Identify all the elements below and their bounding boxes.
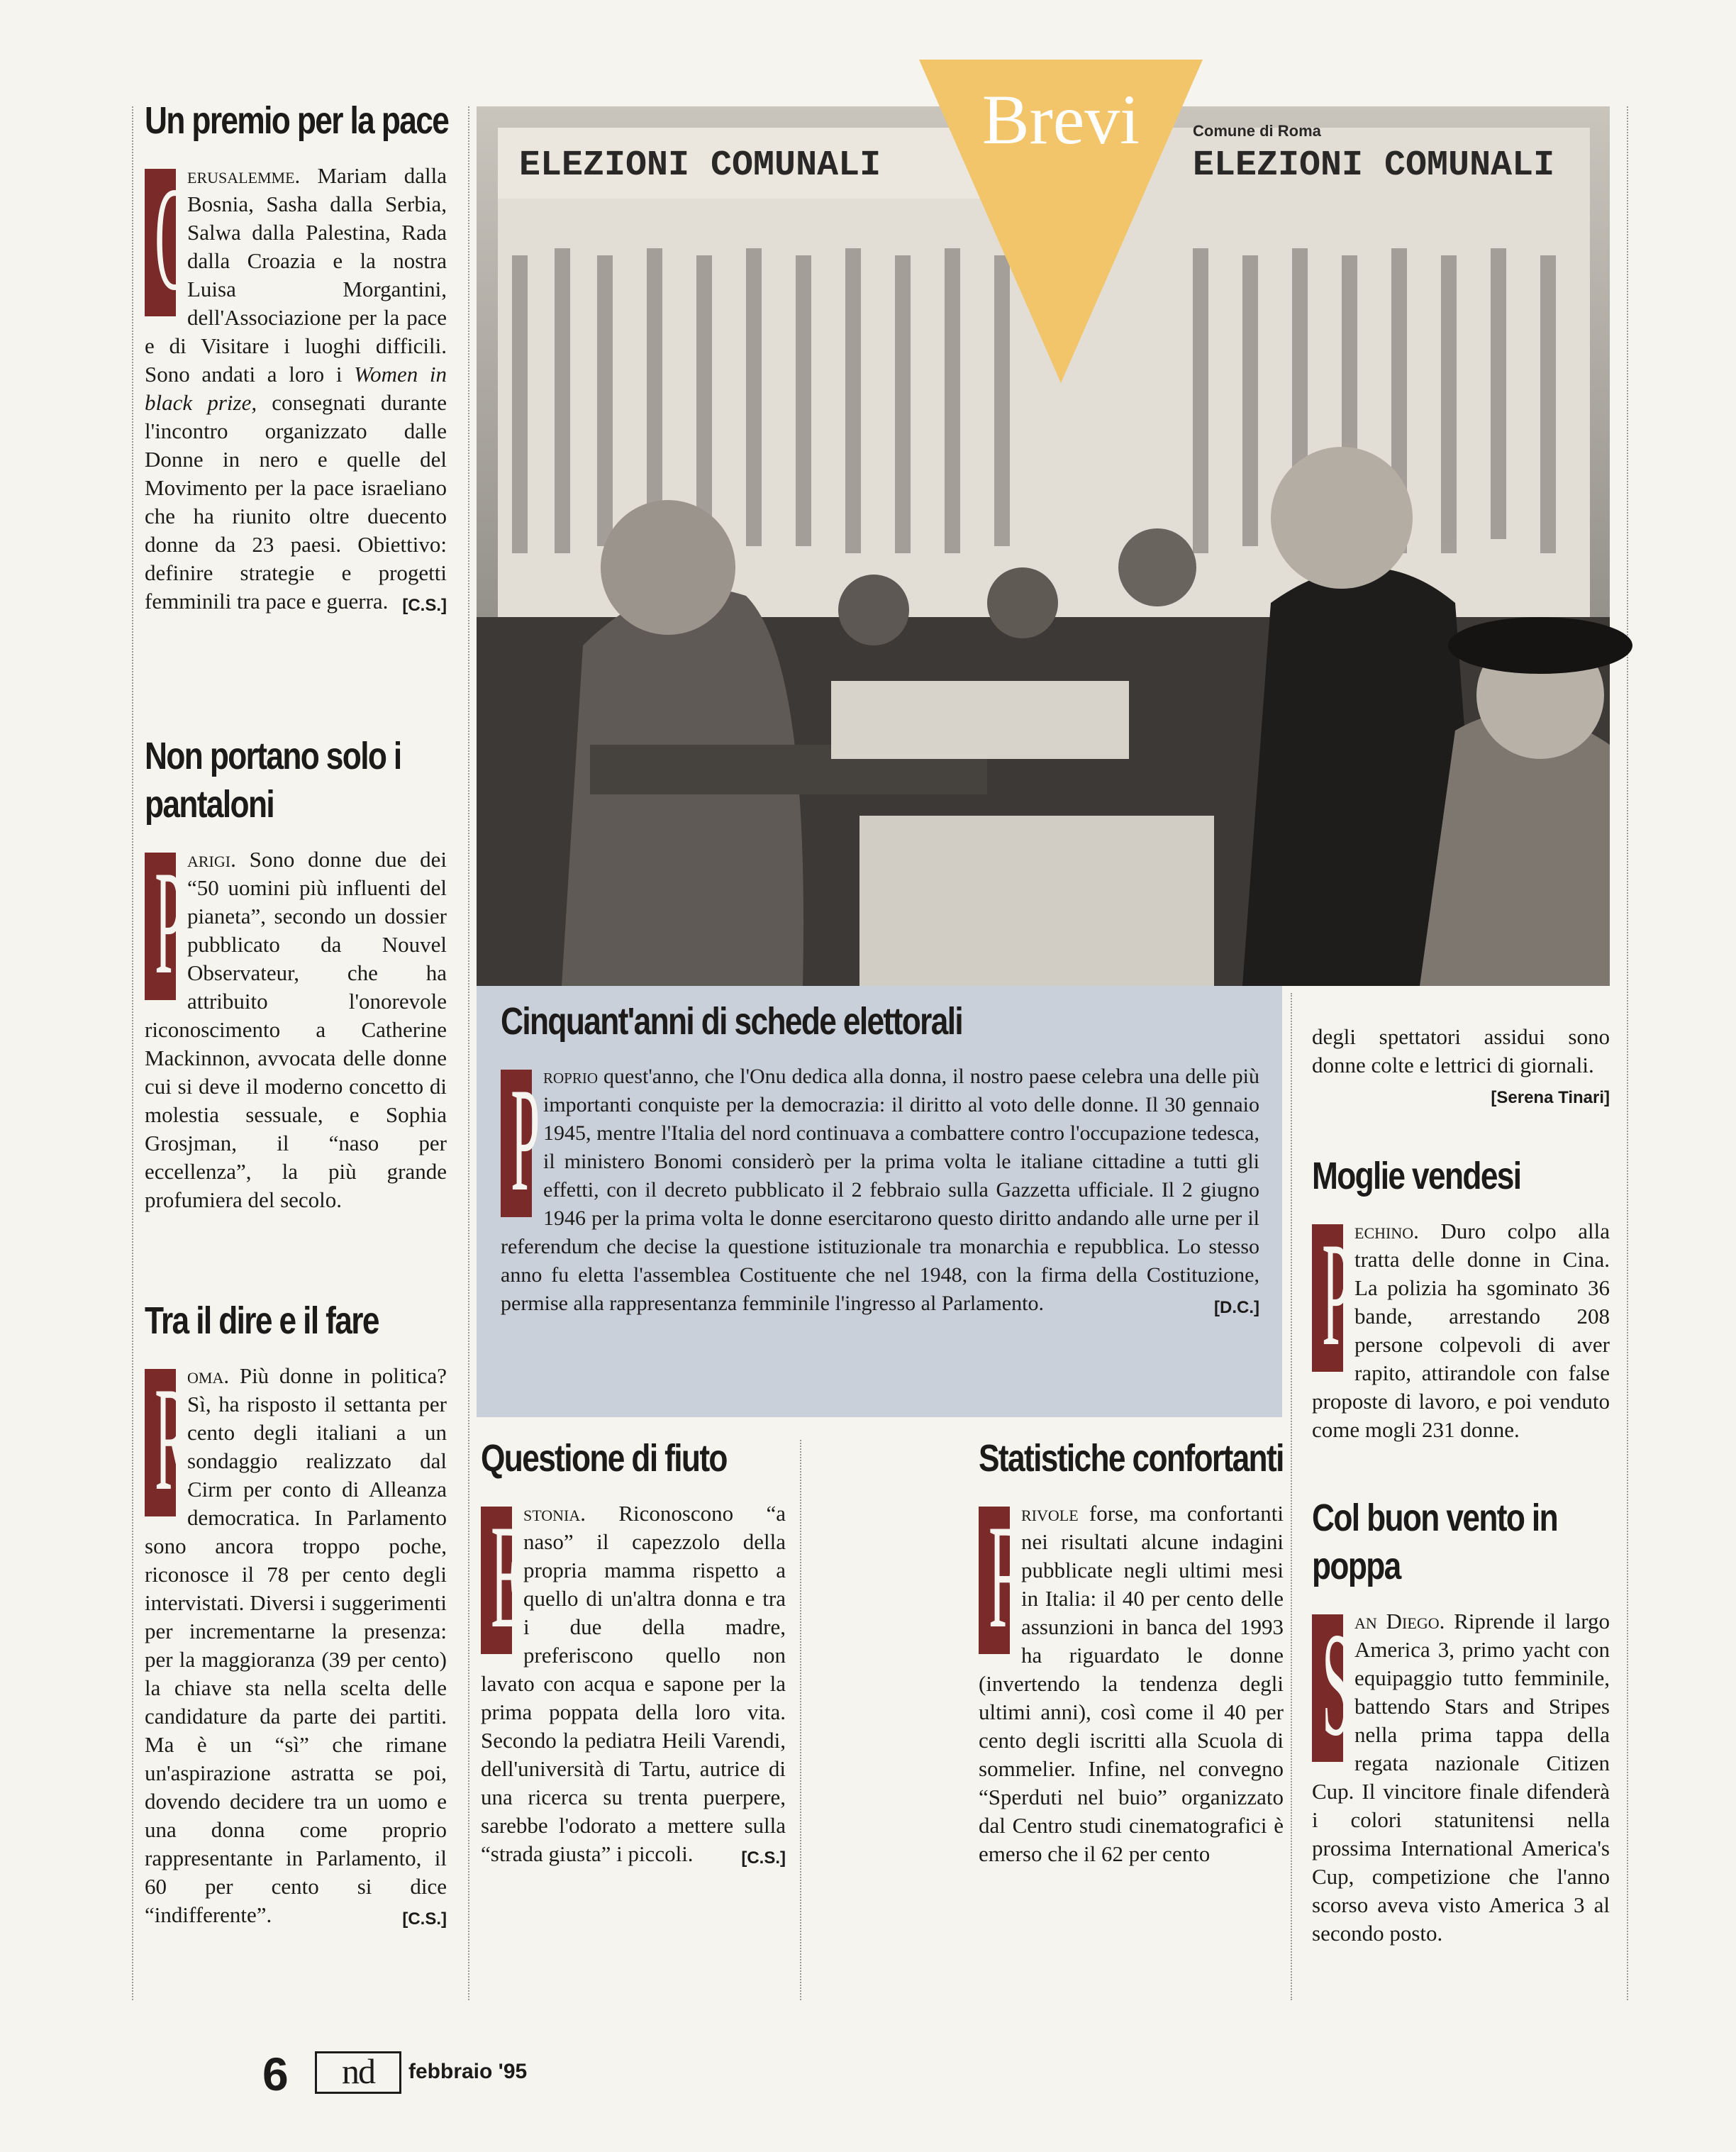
byline: [C.S.] [402,596,447,615]
drop-cap: P [501,1070,532,1217]
article-body: P arigi. Sono donne due dei “50 uomini più influenti del pianeta”, secondo un dossier pubblicato da Nouvel Observateur, che ha attribuito l'onorevole riconoscimento a Catherine Mackinnon, avvocata delle donne cui si deve il moderno concetto di molestia sessuale, e Sophia Grosjman, il “naso per eccellenza”, la più grande profumiera del secolo. [145,841,447,1212]
article-body: degli spettatori assidui sono donne colte e lettrici di giornali. [Serena Tinari] [1312,1023,1610,1080]
article-body: P echino. Duro colpo alla tratta delle donne in Cina. La polizia ha sgominato 36 bande, arrestando 208 persone colpevoli di aver rapito, attirandole con false proposte di lavoro, e poi venduto come mogli 231 donne. [1312,1212,1610,1442]
page-number: 6 [262,2048,289,2100]
article-dire [145,1297,447,1934]
sign-text: ELEZIONI COMUNALI [519,145,881,186]
article-pantaloni [145,732,447,1214]
drop-cap: S [1312,1614,1343,1762]
article-title: Non portano solo i pantaloni [145,735,401,826]
article-body: E stonia. Riconoscono “a naso” il capezzolo della propria mamma rispetto a quello di un'altra donna e tra i due della madre, preferiscono quello non lavato con acqua e sapone per la prima poppata della loro vita. Secondo la pediatra Heili Varendi, dell'università di Tartu, autrice di una ricerca su trenta puerpere, sarebbe l'odorato a mettere sulla “strada giusta” i piccoli. [C.S.] [481,1499,786,1868]
byline: [D.C.] [1214,1298,1259,1317]
article-body: G erusalemme. Mariam dalla Bosnia, Sasha dalla Serbia, Salwa dalla Palestina, Rada dalla Croazia e la nostra Luisa Morgantini, dell'Associazione per la pace e di Visitare i luoghi difficili. Sono andati a loro i Women in black prize, consegnati durante l'incontro organizzato dalle Donne in nero e quelle del Movimento per la pace israeliano che ha riunito oltre duecento donne da 23 paesi. Obiettivo: definire strategie e progetti femminili tra pace e guerra. [C.S.] [145,162,447,616]
article-title: Tra il dire e il fare [145,1299,379,1342]
column-rule [1627,106,1628,2000]
sign-text: ELEZIONI COMUNALI [1193,145,1555,186]
column-rule [1291,993,1292,2000]
column-rule [132,106,133,2000]
magazine-logo: nd [315,2051,401,2094]
article-premio [145,96,447,620]
byline: [C.S.] [741,1848,786,1868]
article-body: S an Diego. Riprende il largo America 3, primo yacht con equipaggio tutto femminile, battendo Stars and Stripes nella prima tappa della regata nazionale Citizen Cup. Il vincitore finale difenderà i colori statunitensi nella prossima International America's Cup, competizione che l'anno scorso aveva visto America 3 al secondo posto. [1312,1602,1610,1946]
article-title: Questione di fiuto [481,1437,727,1480]
byline: [Serena Tinari] [1491,1088,1610,1107]
drop-cap: E [481,1507,512,1654]
article-title: Col buon vento in poppa [1312,1497,1558,1587]
drop-cap: P [1312,1224,1343,1372]
article-title: Statistiche confortanti [979,1437,1284,1480]
article-fiuto [481,1434,786,1873]
article-schede [501,997,1259,1322]
byline: [C.S.] [402,1909,447,1929]
issue-date: febbraio '95 [408,2060,528,2083]
drop-cap: F [979,1507,1010,1654]
article-title: Un premio per la pace [145,99,449,142]
article-title: Cinquant'anni di schede elettorali [501,1000,963,1043]
article-body: P roprio quest'anno, che l'Onu dedica alla donna, il nostro paese celebra una delle più importanti conquiste per la democrazia: il diritto al voto delle donne. Il 30 gennaio 1945, mentre l'Italia del nord continuava a combattere contro l'occupazione tedesca, il ministero Bonomi considerò per la prima volta le italiane cittadine a tutti gli effetti, con il decreto pubblicato il 2 febbraio sulla Gazzetta ufficiale. Il 2 giugno 1946 per la prima volta le donne esercitarono questo diritto andando alle urne per il referendum che decise la questione istituzionale tra monarchia e repubblica. Lo stesso anno fu eletta l'assemblea Costituente che nel 1948, con la firma della Costituzione, permise alla rappresentanza femminile l'ingresso al Parlamento. [D.C.] [501,1063,1259,1318]
sign-text: Comune di Roma [1193,122,1321,140]
article-body: F rivole forse, ma confortanti nei risultati alcune indagini pubblicate negli ultimi mesi in Italia: il 40 per cento delle assunzioni in banca del 1993 ha riguardato le donne (invertendo la tendenza degli ultimi anni), così come il 40 per cento degli iscritti alla Scuola di sommelier. Infine, nel convegno “Sperduti nel buio” organizzato dal Centro studi cinematografici è emerso che il 62 per cento [979,1494,1284,1866]
drop-cap: R [145,1369,176,1516]
banner-label: Brevi [981,80,1140,159]
article-statistiche-continued [1312,1023,1610,1112]
drop-cap: G [145,169,176,316]
article-moglie [1312,1152,1610,1444]
article-body: R oma. Più donne in politica? Sì, ha risposto il settanta per cento degli italiani a un sondaggio realizzato dal Cirm per conto di Alleanza democratica. In Parlamento sono ancora troppo poche, riconosce il 78 per cento degli intervistati. Diversi i suggerimenti per incrementarne la presenza: per la maggioranza (39 per cento) la chiave sta nella scelta delle candidature da parte dei partiti. Ma è un “sì” che rimane un'aspirazione astratta se poi, dovendo decidere tra un uomo e una donna come proprio rappresentante in Parlamento, il 60 per cento si dice “indifferente”. [C.S.] [145,1362,447,1929]
column-rule [800,1440,801,2000]
drop-cap: P [145,853,176,1000]
section-banner [912,60,1210,389]
article-vento [1312,1494,1610,1948]
article-title: Moglie vendesi [1312,1155,1521,1197]
column-rule [468,106,469,2000]
article-statistiche [979,1434,1284,1868]
